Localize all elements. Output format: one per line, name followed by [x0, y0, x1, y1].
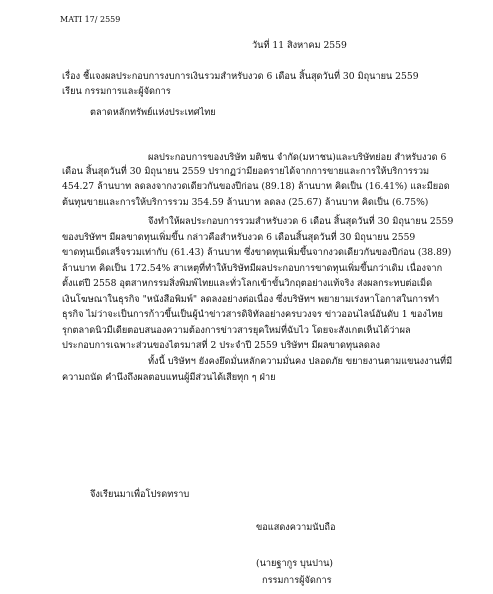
signer-name: (นายฐากูร บุนปาน) [256, 558, 334, 569]
paragraph-line: ประกอบการเฉพาะส่วนของไตรมาสที่ 2 ประจำปี 2559 บริษัทฯ มีผลขาดทุนลดลง [62, 340, 381, 351]
reference-number: MATI 17/ 2559 [60, 15, 121, 24]
paragraph-line: ของบริษัทฯ มีผลขาดทุนเพิ่มขึ้น กล่าวคือสำหรับงวด 6 เดือนสิ้นสุดวันที่ 30 มิถุนายน 2559 [62, 232, 416, 243]
paragraph-line: รุกตลาดนิวมีเดียตอบสนองความต้องการข่าวสารยุคใหม่ที่ฉับไว โดยจะสังเกตเห็นได้ว่าผล [62, 325, 411, 336]
paragraph-line: ทั้งนี้ บริษัทฯ ยังคงยึดมั่นหลักความมั่นคง ปลอดภัย ขยายงานตามแขนงงานที่มี [148, 356, 453, 367]
paragraph-line: เงินโฆษณาในธุรกิจ "หนังสือพิมพ์" ลดลงอย่างต่อเนื่อง ซึ่งบริษัทฯ พยายามเร่งหาโอกาสในการทำ [62, 294, 440, 305]
paragraph-line: ผลประกอบการของบริษัท มติชน จำกัด(มหาชน)และบริษัทย่อย สำหรับงวด 6 [148, 152, 447, 163]
paragraph-line: 454.27 ล้านบาท ลดลงจากงวดเดียวกันของปีก่อน (89.18) ล้านบาท คิดเป็น (16.41%) และมียอด [62, 181, 450, 192]
paragraph-line: ล้านบาท คิดเป็น 172.54% สาเหตุที่ทำให้บริษัทมีผลประกอบการขาดทุนเพิ่มขึ้นกว่าเดิม เนื่องจาก [62, 263, 443, 274]
letter-date: วันที่ 11 สิงหาคม 2559 [252, 40, 347, 51]
signer-title: กรรมการผู้จัดการ [262, 575, 332, 586]
recipient-line-2: ตลาดหลักทรัพย์แห่งประเทศไทย [90, 107, 216, 118]
paragraph-line: เดือน สิ้นสุดวันที่ 30 มิถุนายน 2559 ปรากฏว่ามียอดรายได้จากการขายและการให้บริการรวม [62, 166, 430, 177]
paragraph-line: ขาดทุนเบ็ดเสร็จรวมเท่ากับ (61.43) ล้านบาท ซึ่งขาดทุนเพิ่มขึ้นจากงวดเดียวกันของปีก่อน (38.89) [62, 247, 452, 258]
recipient-line-1: เรียน กรรมการและผู้จัดการ [62, 86, 171, 97]
paragraph-line: จึงทำให้ผลประกอบการรวมสำหรับงวด 6 เดือน สิ้นสุดวันที่ 30 มิถุนายน 2559 [148, 216, 454, 227]
paragraph-line: ตั้งแต่ปี 2558 อุตสาหกรรมสิ่งพิมพ์ไทยและทั่วโลกเข้าขั้นวิกฤตอย่างแท้จริง ส่งผลกระทบต่อเม็ด [62, 278, 433, 289]
regards-line: ขอแสดงความนับถือ [256, 522, 336, 533]
paragraph-line: ความถนัด คำนึงถึงผลตอบแทนผู้มีส่วนได้เสียทุก ๆ ฝ่าย [62, 372, 276, 383]
paragraph-line: ธุรกิจ ไม่ว่าจะเป็นการก้าวขึ้นเป็นผู้นำข่าวสารดิจิทัลอย่างครบวงจร ข่าวออนไลน์อันดับ 1 ของไทย [62, 309, 443, 320]
paragraph-line: ต้นทุนขายและการให้บริการรวม 354.59 ล้านบาท ลดลง (25.67) ล้านบาท คิดเป็น (6.75%) [62, 197, 429, 208]
closing-line: จึงเรียนมาเพื่อโปรดทราบ [90, 489, 190, 500]
letter-subject: เรื่อง ชี้แจงผลประกอบการงบการเงินรวมสำหรับงวด 6 เดือน สิ้นสุดวันที่ 30 มิถุนายน 2559 [62, 71, 419, 82]
